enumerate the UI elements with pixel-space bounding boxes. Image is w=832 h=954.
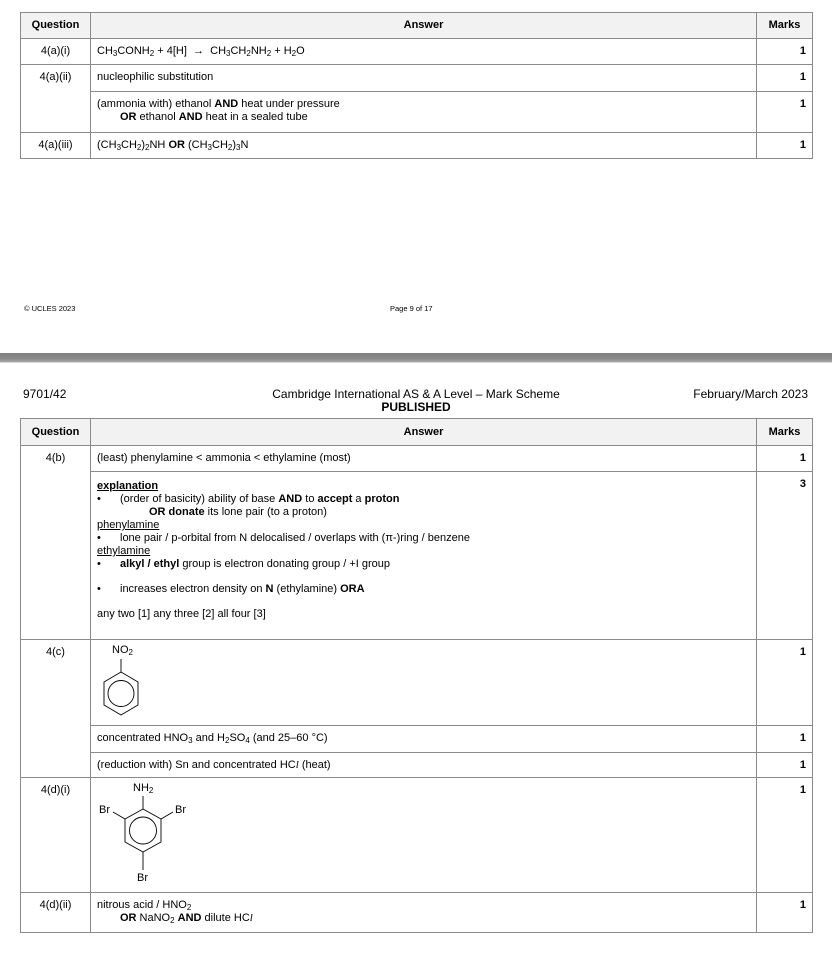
tribromophenylamine-structure: $NH_2$ Br Br Br xyxy=(97,782,197,890)
subheading-ethylamine: ethylamine xyxy=(97,545,151,557)
marks-cell: 1 xyxy=(757,39,813,65)
question-cell: 4(d)(ii) xyxy=(21,893,91,933)
scoring-note: any two [1] any three [2] all four [3] xyxy=(97,608,266,620)
answer-cell: $CH_3CONH_2 + 4[H] \to CH_3CH_2NH_2 + H_2O$ xyxy=(91,39,757,65)
mark-scheme-table-page-10 xyxy=(20,418,813,933)
header-answer: Answer xyxy=(91,419,757,446)
answer-cell: concentrated $HNO_3$ and $H_2SO_4$ (and 25–60 °C) xyxy=(91,726,757,753)
table-row xyxy=(21,640,813,726)
header-question: Question xyxy=(21,419,91,446)
nitrobenzene-structure: $NO_2$ xyxy=(97,644,157,722)
answer-cell: (least) phenylamine < ammonia < ethylamine (most) xyxy=(91,446,757,472)
bullet-item: • (order of basicity) ability of base AND to accept a proton xyxy=(97,493,400,505)
answer-cell xyxy=(91,778,757,893)
paper-code: 9701/42 xyxy=(23,387,67,401)
subheading-phenylamine: phenylamine xyxy=(97,519,160,531)
header-marks: Marks xyxy=(757,13,813,39)
benzene-ring-icon xyxy=(97,782,197,890)
page-number-footer: Page 9 of 17 xyxy=(390,304,433,313)
table-row xyxy=(21,92,813,133)
marks-cell: 3 xyxy=(757,472,813,640)
table-header-row xyxy=(21,13,813,39)
answer-cell: (reduction with) Sn and concentrated HCl (heat) xyxy=(91,753,757,778)
explanation-heading: explanation xyxy=(97,480,159,492)
table-row xyxy=(21,65,813,92)
bullet-item: • lone pair / p-orbital from N delocalised / overlaps with (π-)ring / benzene xyxy=(97,532,470,544)
marks-cell: 1 xyxy=(757,65,813,92)
answer-cell: nitrous acid / $HNO_2$ OR NaNO$_2$ AND dilute HCl xyxy=(91,893,757,933)
table-row xyxy=(21,472,813,640)
table-row xyxy=(21,446,813,472)
mark-scheme-table-page-9 xyxy=(20,12,813,159)
header-marks: Marks xyxy=(757,419,813,446)
table-row xyxy=(21,753,813,778)
marks-cell: 1 xyxy=(757,133,813,159)
header-answer: Answer xyxy=(91,13,757,39)
question-cell: 4(b) xyxy=(21,446,91,640)
question-cell: 4(a)(i) xyxy=(21,39,91,65)
marks-cell: 1 xyxy=(757,640,813,726)
page-separator xyxy=(0,353,832,363)
table-row xyxy=(21,778,813,893)
answer-cell: $(CH_3CH_2)_2NH$ OR $(CH_3CH_2)_3N$ xyxy=(91,133,757,159)
table-header-row xyxy=(21,419,813,446)
bullet-item: • alkyl / ethyl group is electron donating group / +I group xyxy=(97,558,390,570)
answer-cell xyxy=(91,640,757,726)
question-cell: 4(a)(ii) xyxy=(21,65,91,133)
marks-cell: 1 xyxy=(757,778,813,893)
benzene-ring-icon xyxy=(97,644,157,722)
question-cell: 4(c) xyxy=(21,640,91,778)
marks-cell: 1 xyxy=(757,726,813,753)
published-label: PUBLISHED xyxy=(381,400,451,414)
page-9 xyxy=(0,0,832,353)
question-cell: 4(d)(i) xyxy=(21,778,91,893)
table-row xyxy=(21,893,813,933)
copyright-footer: © UCLES 2023 xyxy=(24,304,76,313)
exam-session: February/March 2023 xyxy=(693,387,808,401)
answer-cell: (ammonia with) ethanol AND heat under pressure OR ethanol AND heat in a sealed tube xyxy=(91,92,757,133)
answer-cell: nucleophilic substitution xyxy=(91,65,757,92)
table-row xyxy=(21,133,813,159)
bullet-item: • increases electron density on N (ethylamine) ORA xyxy=(97,583,365,595)
table-row xyxy=(21,726,813,753)
marks-cell: 1 xyxy=(757,753,813,778)
header-question: Question xyxy=(21,13,91,39)
table-row xyxy=(21,39,813,65)
answer-cell: explanation • (order of basicity) ability of base AND to accept a proton OR donate its lone pair (to a proton) phenylamine • lone pair / p-orbital from N delocalised / overlaps with (π-)ring / benzene ethylamine • alkyl / ethyl group is electron donating group / +I group • increases electron density on N (ethylamine) ORA any two [1] any three [2] all four [3] xyxy=(91,472,757,640)
marks-cell: 1 xyxy=(757,446,813,472)
question-cell: 4(a)(iii) xyxy=(21,133,91,159)
marks-cell: 1 xyxy=(757,893,813,933)
document-title: Cambridge International AS & A Level – Mark Scheme xyxy=(272,387,560,401)
marks-cell: 1 xyxy=(757,92,813,133)
